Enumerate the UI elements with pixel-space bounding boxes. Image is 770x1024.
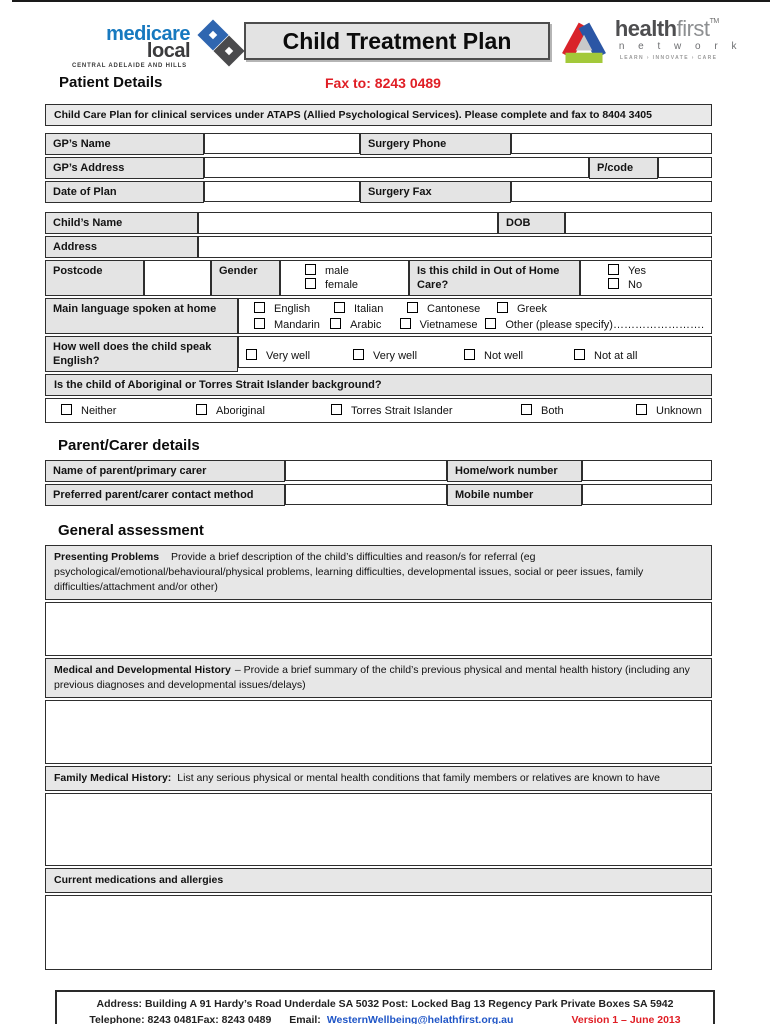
checkbox-option[interactable] [254, 318, 330, 332]
medicare-diamond-icon [194, 20, 248, 70]
general-assessment-heading: General assessment [58, 522, 204, 539]
pcode-label: P/code [589, 157, 658, 179]
out-of-home-care-options [580, 260, 712, 296]
mobile-field[interactable] [582, 484, 712, 505]
checkbox-option[interactable] [305, 264, 401, 278]
footer-version: Version 1 – June 2013 [571, 1014, 681, 1024]
gp-address-label: GP’s Address [45, 157, 204, 179]
healthfirst-network-word: n e t w o r k [618, 41, 742, 52]
presenting-problems-header [45, 545, 712, 600]
checkbox-icon[interactable] [608, 278, 619, 289]
checkbox-icon[interactable] [485, 318, 496, 329]
section-desc: Provide a brief description of the child’s difficulties and reason/s for referral (eg psychological/emotional/behavioural/physical problems, learning difficulties, developmental issues, social or peer issues, family difficulties/attachment and/or other) [54, 551, 644, 593]
footer-box [55, 990, 715, 1024]
checkbox-icon[interactable] [246, 349, 257, 360]
option-label: Neither [81, 404, 117, 417]
table-row [45, 336, 712, 372]
dob-field[interactable] [565, 212, 712, 234]
option-label: No [628, 279, 643, 291]
ataps-banner: Child Care Plan for clinical services under ATAPS (Allied Psychological Services). Please complete and fax to 8404 3405 [45, 104, 712, 126]
table-row [45, 398, 712, 423]
gender-label: Gender [211, 260, 280, 296]
option-label: Not at all [594, 350, 638, 362]
checkbox-option[interactable] [574, 349, 637, 363]
footer-email-link[interactable]: WesternWellbeing@helathfirst.org.au [326, 1014, 514, 1024]
checkbox-icon[interactable] [254, 318, 265, 329]
medicare-local-logo [72, 18, 244, 69]
checkbox-icon[interactable] [334, 302, 345, 313]
option-label: English [274, 303, 311, 315]
option-label: Aboriginal [216, 404, 265, 417]
address-label: Address [45, 236, 198, 258]
checkbox-option[interactable] [61, 404, 196, 418]
option-label: Very well [373, 350, 418, 362]
footer-contact-line [57, 1012, 713, 1024]
checkbox-icon[interactable] [330, 318, 341, 329]
table-row [45, 298, 712, 334]
checkbox-icon[interactable] [305, 264, 316, 275]
checkbox-option[interactable] [608, 264, 704, 278]
checkbox-option[interactable] [485, 318, 704, 332]
fax-to-note: Fax to: 8243 0489 [325, 75, 441, 91]
english-level-options [238, 336, 712, 368]
contact-method-label: Preferred parent/carer contact method [45, 484, 285, 506]
section-title: Presenting Problems [54, 551, 160, 563]
option-label: Mandarin [274, 319, 320, 331]
language-options-cell [238, 298, 712, 334]
medications-header [45, 868, 712, 893]
option-label: Very well [266, 350, 311, 362]
dob-label: DOB [498, 212, 565, 234]
patient-details-heading: Patient Details [59, 74, 163, 91]
option-label: Italian [354, 303, 384, 315]
mobile-label: Mobile number [447, 484, 582, 506]
table-row [45, 236, 712, 258]
checkbox-option[interactable] [497, 302, 547, 316]
surgery-fax-label: Surgery Fax [360, 181, 511, 203]
checkbox-option[interactable] [334, 302, 407, 316]
surgery-phone-label: Surgery Phone [360, 133, 511, 155]
contact-method-field[interactable] [285, 484, 447, 505]
checkbox-icon[interactable] [574, 349, 585, 360]
checkbox-icon[interactable] [521, 404, 532, 415]
address-field[interactable] [198, 236, 712, 258]
patient-details-row [0, 74, 770, 96]
medications-field[interactable] [45, 895, 712, 970]
checkbox-icon[interactable] [636, 404, 647, 415]
medical-history-header [45, 658, 712, 698]
section-title: Current medications and allergies [54, 874, 224, 886]
parent-name-field[interactable] [285, 460, 447, 481]
option-label: Vietnamese [419, 319, 478, 331]
presenting-problems-field[interactable] [45, 602, 712, 656]
checkbox-option[interactable] [331, 404, 521, 418]
checkbox-icon[interactable] [608, 264, 619, 275]
option-label: female [325, 279, 359, 291]
page-top-border [12, 0, 770, 2]
checkbox-option[interactable] [608, 278, 704, 292]
section-title: Medical and Developmental History [54, 664, 231, 676]
table-row [45, 460, 712, 482]
table-row [45, 484, 712, 506]
healthfirst-knot-icon [559, 18, 609, 70]
option-label: Yes [628, 265, 646, 277]
gp-address-field[interactable] [204, 157, 589, 178]
child-name-field[interactable] [198, 212, 498, 234]
surgery-phone-field[interactable] [511, 133, 712, 154]
trademark-symbol: TM [709, 18, 719, 25]
medicare-logo-word-2: local [146, 40, 190, 62]
parent-name-label: Name of parent/primary carer [45, 460, 285, 482]
healthfirst-logo [559, 18, 742, 70]
table-row [45, 260, 712, 296]
form-title: Child Treatment Plan [282, 27, 512, 54]
postcode-label: Postcode [45, 260, 144, 296]
checkbox-icon[interactable] [407, 302, 418, 313]
option-label: male [325, 265, 349, 277]
checkbox-option[interactable] [353, 349, 464, 363]
assessment-table [45, 545, 712, 970]
table-row [45, 212, 712, 234]
checkbox-option[interactable] [330, 318, 400, 332]
atsi-question: Is the child of Aboriginal or Torres Strait Islander background? [45, 374, 712, 396]
pcode-field[interactable] [658, 157, 712, 178]
checkbox-icon[interactable] [400, 318, 411, 329]
footer-address-line: Address: Building A 91 Hardy’s Road Underdale SA 5032 Post: Locked Bag 13 Regency Park Private Boxes SA 5942 [96, 998, 674, 1010]
gp-table [45, 133, 712, 203]
gp-name-label: GP’s Name [45, 133, 204, 155]
form-title-box [244, 22, 550, 60]
header [0, 0, 770, 70]
date-of-plan-field[interactable] [204, 181, 360, 202]
option-label: Cantonese [427, 303, 481, 315]
checkbox-icon[interactable] [331, 404, 342, 415]
checkbox-option[interactable] [305, 278, 401, 292]
surgery-fax-field[interactable] [511, 181, 712, 202]
gender-options-cell [280, 260, 409, 296]
checkbox-option[interactable] [407, 302, 497, 316]
checkbox-icon[interactable] [61, 404, 72, 415]
english-level-label: How well does the child speak English? [45, 336, 238, 372]
parent-carer-heading: Parent/Carer details [58, 437, 200, 454]
footer-telephone: Telephone: 8243 0481Fax: 8243 0489 [89, 1014, 272, 1024]
healthfirst-tagline: LEARN › INNOVATE › CARE [619, 55, 718, 61]
table-row [45, 157, 712, 179]
section-desc: – Provide a brief summary of the child’s previous physical and mental health history (including any previous diagnoses and developmental issues/delays) [54, 664, 690, 691]
main-language-label: Main language spoken at home [45, 298, 238, 334]
gp-name-field[interactable] [204, 133, 360, 154]
checkbox-option[interactable] [521, 404, 636, 418]
checkbox-option[interactable] [196, 404, 331, 418]
medicare-logo-word: medicare [106, 23, 190, 45]
date-of-plan-label: Date of Plan [45, 181, 204, 203]
option-label: Other (please specify)……………………. [505, 319, 704, 331]
table-row [45, 181, 712, 203]
home-work-label: Home/work number [447, 460, 582, 482]
section-desc: List any serious physical or mental health conditions that family members or relatives are known to have [177, 772, 660, 784]
option-label: Not well [484, 350, 524, 362]
checkbox-option[interactable] [254, 302, 334, 316]
checkbox-option[interactable] [464, 349, 574, 363]
table-row [45, 133, 712, 155]
atsi-options [45, 398, 712, 423]
table-row [45, 374, 712, 396]
healthfirst-word-2: first [676, 16, 710, 41]
option-label: Greek [517, 303, 547, 315]
checkbox-icon[interactable] [353, 349, 364, 360]
checkbox-icon[interactable] [464, 349, 475, 360]
checkbox-option[interactable] [400, 318, 486, 332]
option-label: Arabic [350, 319, 382, 331]
checkbox-icon[interactable] [497, 302, 508, 313]
parent-table [45, 460, 712, 506]
option-label: Torres Strait Islander [351, 404, 453, 417]
option-label: Both [541, 404, 564, 417]
checkbox-option[interactable] [246, 349, 353, 363]
out-of-home-care-label: Is this child in Out of Home Care? [409, 260, 580, 296]
option-label: Unknown [656, 404, 702, 417]
family-history-header [45, 766, 712, 791]
checkbox-option[interactable] [636, 404, 702, 418]
medical-history-field[interactable] [45, 700, 712, 764]
family-history-field[interactable] [45, 793, 712, 866]
healthfirst-word-1: health [614, 16, 677, 41]
home-work-field[interactable] [582, 460, 712, 481]
footer-email-label: Email: [289, 1014, 321, 1024]
checkbox-icon[interactable] [305, 278, 316, 289]
checkbox-icon[interactable] [254, 302, 265, 313]
section-title: Family Medical History: [54, 772, 172, 784]
checkbox-icon[interactable] [196, 404, 207, 415]
medicare-logo-tagline: CENTRAL ADELAIDE AND HILLS [72, 63, 187, 69]
postcode-field[interactable] [144, 260, 211, 296]
child-name-label: Child’s Name [45, 212, 198, 234]
child-table [45, 212, 712, 423]
